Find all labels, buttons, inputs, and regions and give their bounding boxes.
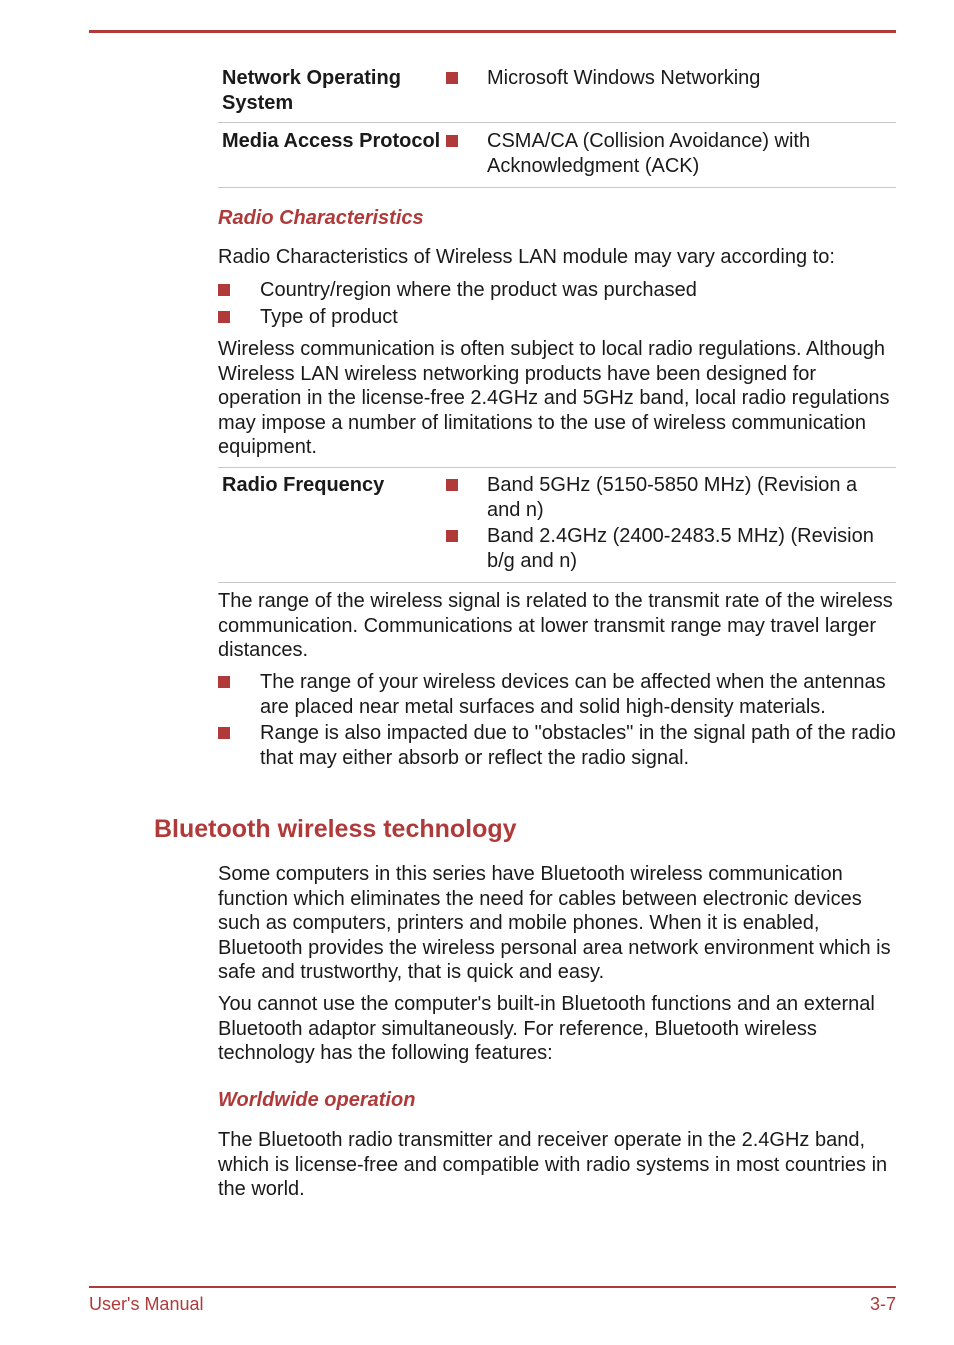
spec-label: Network Operating System	[222, 67, 401, 114]
table-row	[218, 467, 896, 583]
spec-value: CSMA/CA (Collision Avoidance) with Acknowledgment (ACK)	[487, 130, 811, 177]
footer-rule	[89, 1286, 896, 1288]
range-paragraph: The range of the wireless signal is related to the transmit rate of the wireless communication. Communications at lower transmit range may travel larger distances.	[218, 590, 893, 661]
list-item	[218, 721, 896, 770]
radio-characteristics-heading: Radio Characteristics	[218, 207, 424, 229]
list-item	[444, 66, 896, 91]
bullet-text: Range is also impacted due to "obstacles" in the signal path of the radio that may either absorb or reflect the radio signal.	[260, 722, 896, 769]
list-item	[218, 305, 896, 330]
worldwide-operation-heading: Worldwide operation	[218, 1089, 416, 1111]
list-item	[444, 473, 896, 522]
spec-values	[444, 66, 896, 115]
bullet-square-icon	[218, 311, 230, 323]
list-item	[218, 278, 896, 303]
bluetooth-paragraph-3: The Bluetooth radio transmitter and receiver operate in the 2.4GHz band, which is license-free and compatible with radio systems in most countries in the world.	[218, 1129, 888, 1200]
spec-values	[444, 129, 896, 180]
bullet-square-icon	[218, 284, 230, 296]
list-item	[444, 524, 896, 573]
spec-table-network	[218, 61, 896, 188]
range-bullet-list	[218, 670, 896, 772]
bullet-text: Type of product	[260, 305, 398, 328]
bullet-square-icon	[446, 530, 458, 542]
bullet-text: The range of your wireless devices can be affected when the antennas are placed near metal surfaces and solid high-density materials.	[260, 671, 886, 718]
spec-table-radio-frequency	[218, 467, 896, 583]
footer-page-number: 3-7	[869, 1294, 896, 1314]
bullet-square-icon	[446, 135, 458, 147]
bullet-square-icon	[446, 72, 458, 84]
bluetooth-heading: Bluetooth wireless technology	[154, 815, 517, 843]
spec-value: Band 2.4GHz (2400-2483.5 MHz) (Revision b/g and n)	[487, 525, 874, 572]
bullet-square-icon	[218, 676, 230, 688]
bluetooth-paragraph-2: You cannot use the computer's built-in Bluetooth functions and an external Bluetooth adaptor simultaneously. For reference, Bluetooth wireless technology has the following features:	[218, 993, 875, 1064]
spec-label: Media Access Protocol	[222, 130, 441, 152]
radio-bullet-list	[218, 278, 896, 331]
list-item	[218, 670, 896, 719]
bullet-square-icon	[218, 727, 230, 739]
table-row	[218, 123, 896, 188]
radio-paragraph: Wireless communication is often subject to local radio regulations. Although Wireless LAN wireless networking products have been designed for operation in the license-free 2.4GHz and 5GHz band, local radio regulations may impose a number of limitations to the use of wireless communication equipment.	[218, 338, 890, 458]
spec-label: Radio Frequency	[222, 474, 385, 496]
list-item	[444, 129, 896, 178]
spec-value: Band 5GHz (5150-5850 MHz) (Revision a and n)	[487, 474, 858, 521]
footer-manual-title: User's Manual	[89, 1294, 204, 1314]
header-rule	[89, 30, 896, 33]
spec-values	[444, 473, 896, 575]
bullet-text: Country/region where the product was purchased	[260, 279, 697, 301]
radio-intro: Radio Characteristics of Wireless LAN module may vary according to:	[218, 246, 835, 268]
spec-value: Microsoft Windows Networking	[487, 67, 761, 89]
bluetooth-paragraph-1: Some computers in this series have Bluetooth wireless communication function which eliminates the need for cables between electronic devices such as computers, printers and mobile phones. When it is enabled, Bluetooth provides the wireless personal area network environment which is safe and trustworthy, that is quick and easy.	[218, 863, 891, 983]
table-row	[218, 61, 896, 123]
bullet-square-icon	[446, 479, 458, 491]
